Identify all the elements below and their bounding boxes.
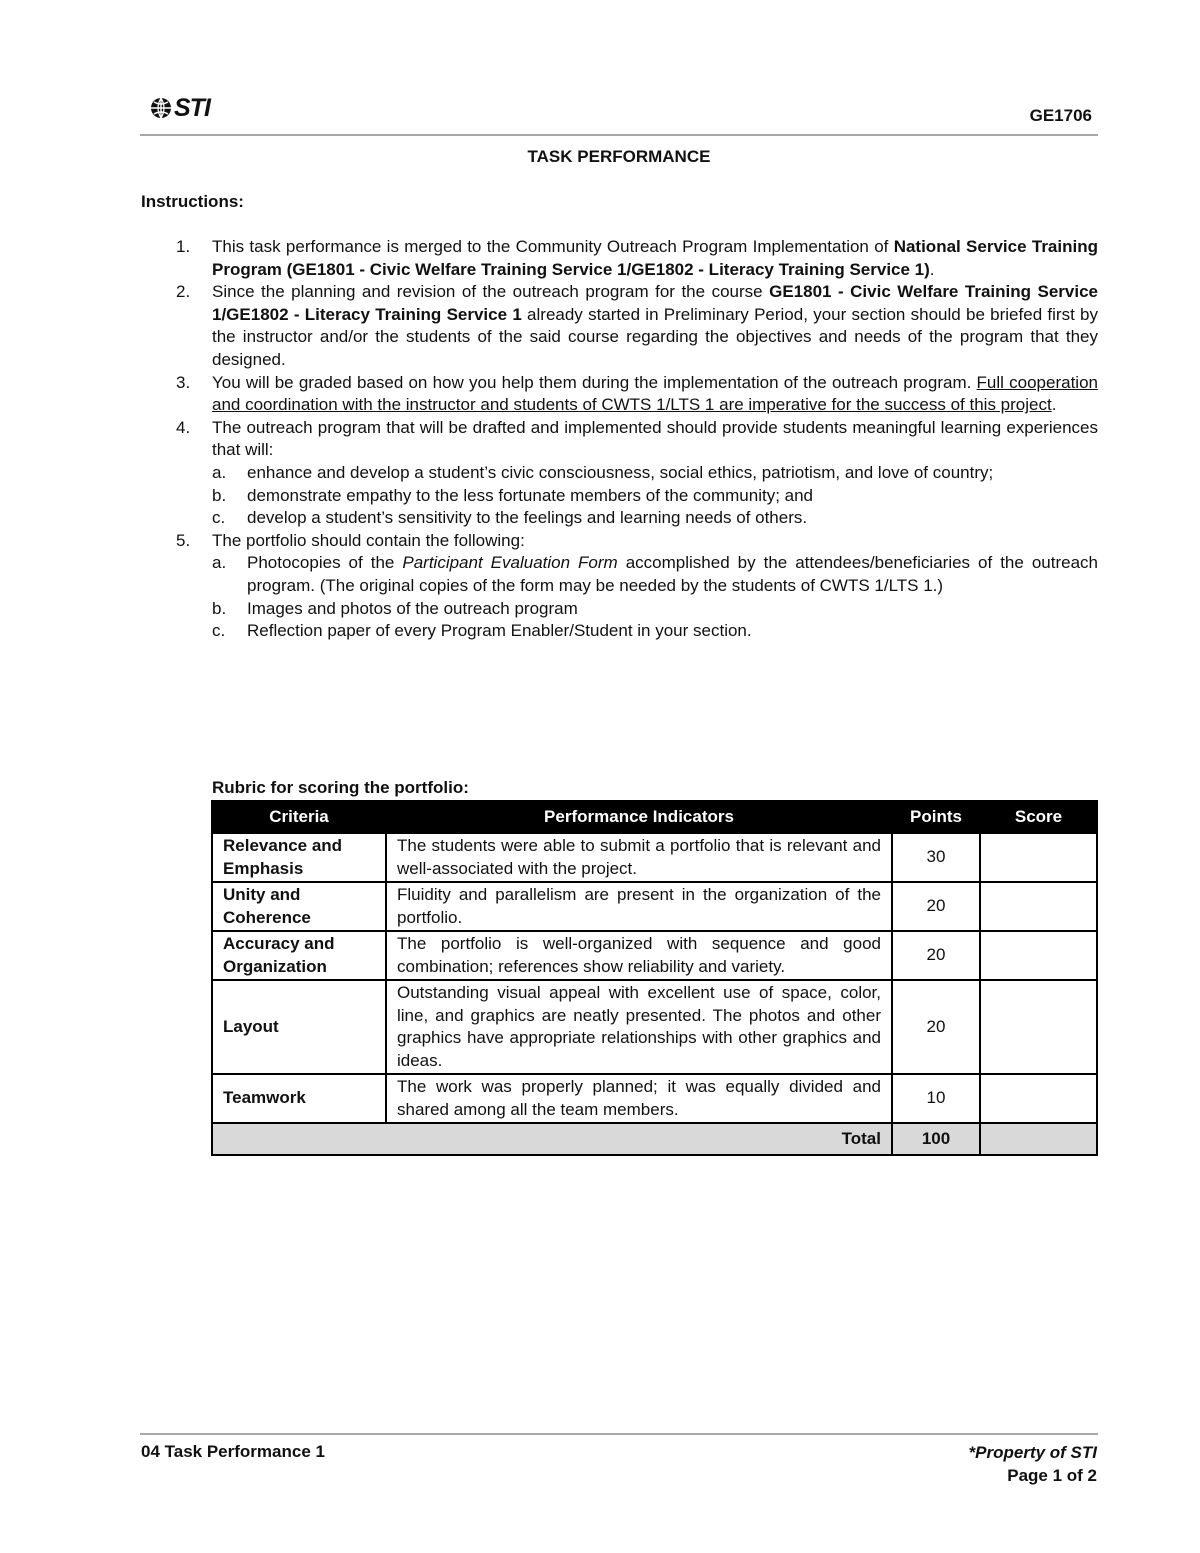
total-points: 100 — [892, 1123, 980, 1155]
item-text: . — [929, 259, 935, 279]
item-text: Since the planning and revision of the outreach program for the course — [212, 282, 770, 302]
score-cell — [980, 931, 1097, 980]
sti-logo — [150, 94, 210, 122]
sub-list-item — [212, 552, 1098, 597]
footer-right — [969, 1441, 1097, 1487]
item-bold-text: GE1801 - Civic Welfare Training Service 1/GE1802 - Literacy Training Service 1 — [212, 282, 1098, 324]
total-row — [212, 1123, 1097, 1155]
course-code: GE1706 — [1029, 106, 1092, 125]
instructions-list — [140, 236, 1098, 643]
sub-letter: a. — [212, 462, 227, 482]
total-score — [980, 1123, 1097, 1155]
sub-text: develop a student’s sensitivity to the feelings and learning needs of others. — [247, 508, 808, 528]
list-item — [140, 530, 1098, 643]
sub-text: demonstrate empathy to the less fortunate members of the community; and — [247, 485, 814, 505]
rubric-title: Rubric for scoring the portfolio: — [212, 778, 469, 797]
table-row — [212, 882, 1097, 931]
points-cell: 30 — [892, 833, 980, 882]
score-cell — [980, 882, 1097, 931]
sub-list-item — [212, 507, 1098, 530]
indicator-cell: Outstanding visual appeal with excellent use of space, color, line, and graphics are neatly presented. The photos and other graphics have appropriate relationships with other graphics and ideas. — [386, 980, 892, 1074]
item-text: The outreach program that will be drafted and implemented should provide students meaningful learning experiences that will: — [212, 417, 1098, 460]
item-text: . — [1051, 395, 1057, 415]
indicator-cell: The students were able to submit a portfolio that is relevant and well-associated with the project. — [386, 833, 892, 882]
score-cell — [980, 980, 1097, 1074]
score-cell — [980, 1074, 1097, 1123]
page-title: TASK PERFORMANCE — [527, 147, 711, 166]
column-header-points: Points — [892, 801, 980, 833]
item-text: The portfolio should contain the following: — [212, 530, 525, 550]
criteria-cell: Accuracy and Organization — [212, 931, 386, 980]
criteria-cell: Teamwork — [212, 1074, 386, 1123]
sub-list-item — [212, 485, 1098, 508]
criteria-cell: Unity and Coherence — [212, 882, 386, 931]
sub-letter: b. — [212, 485, 227, 505]
sub-italic-text: Participant Evaluation Form — [402, 553, 618, 573]
list-number: 3. — [176, 372, 191, 392]
footer-divider — [140, 1433, 1098, 1435]
points-cell: 20 — [892, 931, 980, 980]
item-text: This task performance is merged to the Community Outreach Program Implementation of — [212, 237, 894, 256]
sub-text: Reflection paper of every Program Enabler/Student in your section. — [247, 621, 752, 641]
sub-text: Photocopies of the — [247, 553, 403, 573]
sub-letter: b. — [212, 598, 227, 618]
footer-document-name: 04 Task Performance 1 — [141, 1442, 325, 1461]
table-row — [212, 980, 1097, 1074]
column-header-indicators: Performance Indicators — [386, 801, 892, 833]
page-number: Page 1 of 2 — [1007, 1466, 1097, 1485]
points-cell: 20 — [892, 882, 980, 931]
points-cell: 20 — [892, 980, 980, 1074]
indicator-cell: Fluidity and parallelism are present in the organization of the portfolio. — [386, 882, 892, 931]
criteria-cell: Layout — [212, 980, 386, 1074]
item-text: already started in Preliminary Period, your section should be briefed first by the instructor and/or the students of the said course regarding the objectives and needs of the program that they designed. — [212, 304, 1099, 369]
item-text: You will be graded based on how you help them during the implementation of the outreach program. — [212, 372, 977, 392]
indicator-cell: The work was properly planned; it was equally divided and shared among all the team members. — [386, 1074, 892, 1123]
sub-letter: c. — [212, 508, 226, 528]
indicator-cell: The portfolio is well-organized with sequence and good combination; references show reliability and variety. — [386, 931, 892, 980]
table-header-row — [212, 801, 1097, 833]
list-number: 1. — [176, 237, 191, 256]
sub-list-item — [212, 462, 1098, 485]
table-row — [212, 931, 1097, 980]
rubric-table — [211, 800, 1098, 1156]
list-item — [140, 281, 1098, 371]
list-number: 4. — [176, 417, 191, 437]
sub-text: accomplished by the attendees/beneficiaries of the outreach program. (The original copies of the form may be needed by the students of CWTS 1/LTS 1.) — [247, 553, 1098, 595]
sub-letter: c. — [212, 621, 226, 641]
list-number: 5. — [176, 530, 191, 550]
list-number: 2. — [176, 282, 191, 302]
criteria-cell: Relevance and Emphasis — [212, 833, 386, 882]
list-item — [140, 372, 1098, 417]
points-cell: 10 — [892, 1074, 980, 1123]
logo-text: STI — [174, 94, 210, 122]
item-bold-text: National Service Training Program (GE1801 - Civic Welfare Training Service 1/GE1802 - Literacy Training Service 1) — [212, 237, 1098, 279]
column-header-criteria: Criteria — [212, 801, 386, 833]
item-underlined-text: Full cooperation and coordination with the instructor and students of CWTS 1/LTS 1 are imperative for the success of this project — [212, 372, 1098, 415]
instructions-label: Instructions: — [141, 192, 244, 211]
sub-letter: a. — [212, 553, 227, 573]
sub-text: Images and photos of the outreach program — [247, 598, 578, 618]
list-item — [140, 417, 1098, 530]
score-cell — [980, 833, 1097, 882]
property-notice: *Property of STI — [968, 1443, 1097, 1462]
sub-list-item — [212, 620, 1098, 643]
table-row — [212, 1074, 1097, 1123]
header-divider — [140, 134, 1098, 136]
sub-text: enhance and develop a student’s civic consciousness, social ethics, patriotism, and love of country; — [247, 462, 994, 482]
column-header-score: Score — [980, 801, 1097, 833]
table-row — [212, 833, 1097, 882]
sub-list-item — [212, 598, 1098, 621]
list-item — [140, 236, 1098, 281]
globe-icon — [150, 97, 172, 119]
total-label: Total — [212, 1123, 892, 1155]
